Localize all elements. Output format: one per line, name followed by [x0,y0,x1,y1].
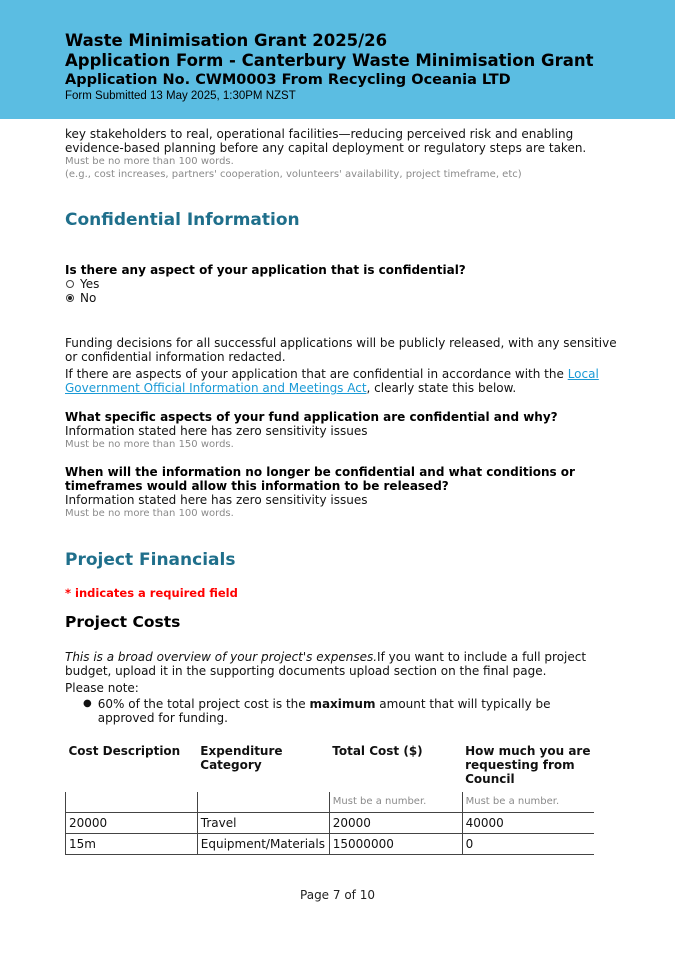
table-row [66,834,595,855]
costs-intro: budget, upload it in the supporting documents upload section on the final page. [65,664,547,678]
previous-answer-line: evidence-based planning before any capital deployment or regulatory steps are taken. [65,141,587,155]
page-number: Page 7 of 10 [300,888,375,902]
release-conditions-question: timeframes would allow this information to be released? [65,479,449,493]
application-number: Application No. CWM0003 From Recycling Oceania LTD [65,72,511,88]
publication-notice: Funding decisions for all successful applications will be publicly released, with any sensitive [65,336,617,350]
table-hint [66,792,198,813]
table-cell: 40000 [462,813,594,834]
grant-title: Waste Minimisation Grant 2025/26 [65,31,388,50]
required-field-note: * indicates a required field [65,586,238,600]
radio-selected-icon[interactable] [66,294,74,302]
previous-answer-line: key stakeholders to real, operational facilities—reducing perceived risk and enabling [65,127,574,141]
word-limit-hint: Must be no more than 150 words. [65,439,234,450]
radio-label: No [80,291,97,305]
project-costs-table [65,743,594,855]
column-header: How much you are requesting from Council [465,744,591,786]
publication-notice: or confidential information redacted. [65,350,286,364]
table-cell: 20000 [329,813,462,834]
example-hint: (e.g., cost increases, partners' cooperation, volunteers' availability, project timeframe, etc) [65,169,522,180]
section-title-confidential: Confidential Information [65,210,300,230]
radio-unselected-icon[interactable] [66,280,74,288]
table-hint [197,792,329,813]
release-conditions-question: When will the information no longer be confidential and what conditions or [65,465,575,479]
form-title: Application Form - Canterbury Waste Minimisation Grant [65,51,594,70]
table-header-row [66,743,595,792]
table-cell: 20000 [66,813,198,834]
confidential-aspects-answer: Information stated here has zero sensitivity issues [65,424,368,438]
lgoima-link[interactable]: Government Official Information and Meetings Act [65,381,367,395]
radio-label: Yes [80,277,100,291]
table-cell: Equipment/Materials [197,834,329,855]
funding-cap-note: ● 60% of the total project cost is the maximum amount that will typically be approved for funding. [83,697,551,725]
radio-option-no[interactable] [66,291,96,305]
bullet-icon: ● [83,698,92,709]
release-conditions-answer: Information stated here has zero sensitivity issues [65,493,368,507]
word-limit-hint: Must be no more than 100 words. [65,156,234,167]
confidential-question: Is there any aspect of your application that is confidential? [65,263,466,277]
column-header: Cost Description [68,744,181,758]
table-cell: Travel [197,813,329,834]
confidential-aspects-question: What specific aspects of your fund application are confidential and why? [65,410,558,424]
form-header [0,0,675,119]
table-cell: 15000000 [329,834,462,855]
costs-intro: This is a broad overview of your project's expenses.If you want to include a full project [65,650,587,664]
lgoima-link[interactable]: Local [567,367,599,381]
table-hint: Must be a number. [329,792,462,813]
column-header: Total Cost ($) [332,744,423,758]
section-title-financials: Project Financials [65,550,236,570]
table-cell: 0 [462,834,594,855]
please-note-label: Please note: [65,681,139,695]
table-cell: 15m [66,834,198,855]
project-costs-title: Project Costs [65,613,181,631]
confidentiality-instructions: Government Official Information and Meetings Act, clearly state this below. [65,381,517,395]
column-header: Expenditure Category [200,744,283,772]
table-hint: Must be a number. [462,792,594,813]
table-row [66,813,595,834]
table-hint-row [66,792,595,813]
radio-option-yes[interactable] [66,277,99,291]
word-limit-hint: Must be no more than 100 words. [65,508,234,519]
submitted-timestamp: Form Submitted 13 May 2025, 1:30PM NZST [65,90,296,102]
confidentiality-instructions: If there are aspects of your application that are confidential in accordance with the Local [65,367,599,381]
